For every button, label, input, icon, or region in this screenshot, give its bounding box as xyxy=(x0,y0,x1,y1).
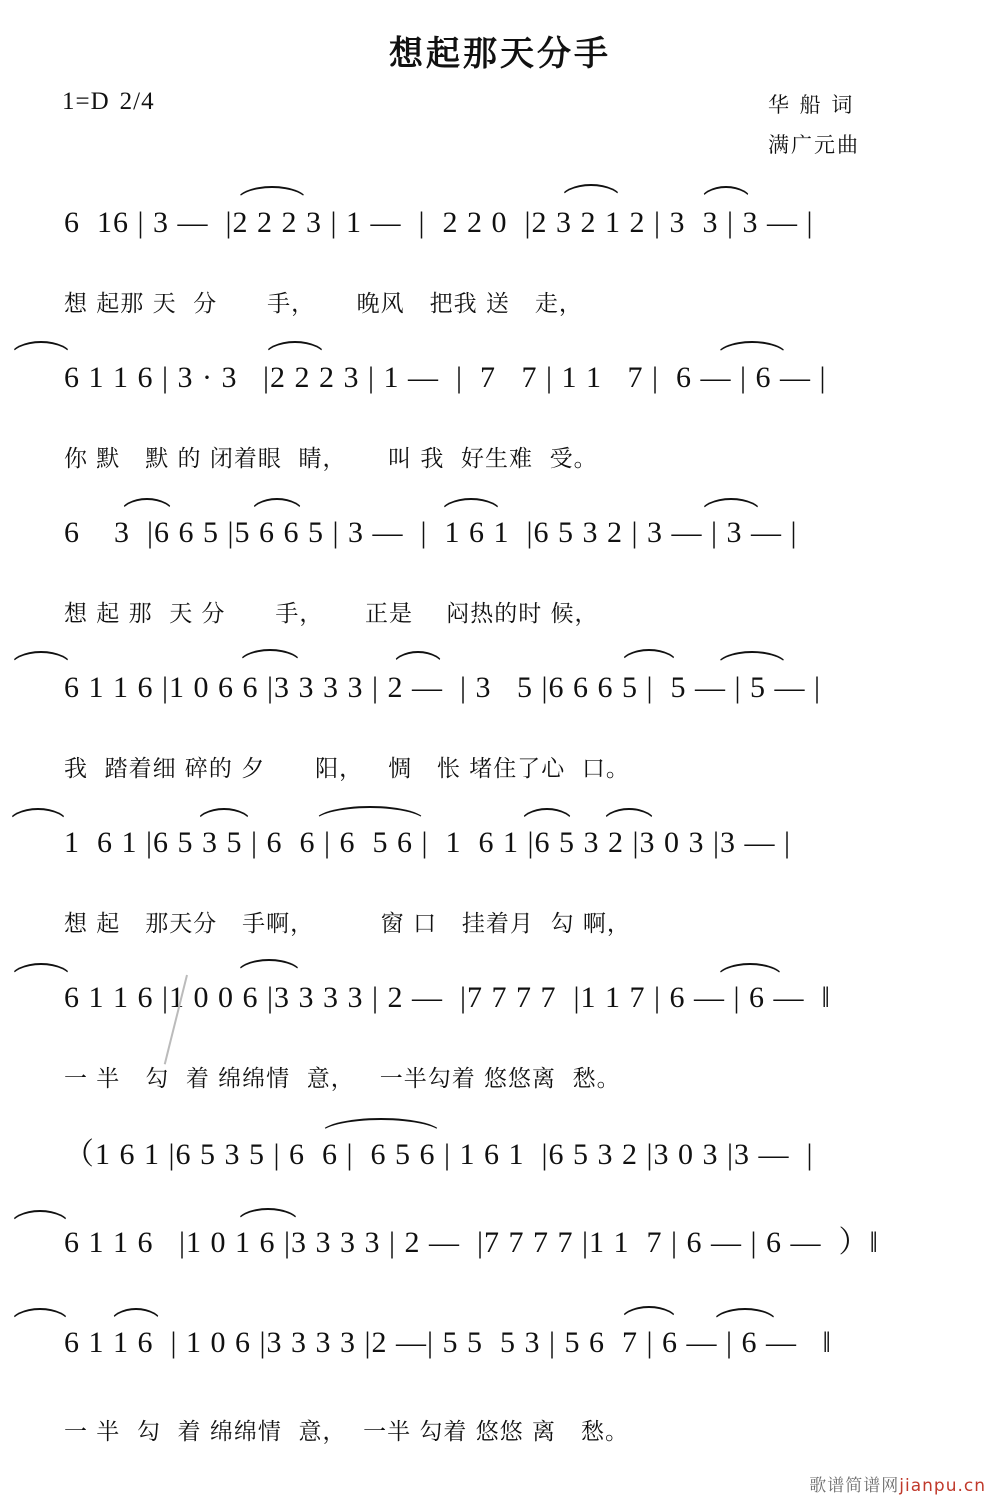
credit-composer xyxy=(768,126,860,166)
slur-mark xyxy=(236,959,302,975)
watermark-site-name: 歌谱简谱网 xyxy=(809,1476,900,1496)
slur-mark xyxy=(620,1306,678,1322)
lyrics-line-2: 你 默 默 的 闭着眼 睛， 叫 我 好生难 受。 xyxy=(64,445,598,472)
music-system-9 xyxy=(0,1300,1000,1446)
slur-mark xyxy=(250,498,304,514)
slur-row-7 xyxy=(0,1112,1000,1138)
slur-mark xyxy=(264,341,326,357)
slur-mark xyxy=(716,963,784,979)
notation-line-9: 6 1 1 6 | 1 0 6 |3 3 3 3 |2 —| 5 5 5 3 | 5 6 7 | 6 — | 6 — ‖ xyxy=(64,1326,832,1359)
music-system-1 xyxy=(0,180,1000,318)
slur-mark xyxy=(10,1308,70,1324)
music-system-6 xyxy=(0,955,1000,1093)
slur-mark xyxy=(440,498,502,514)
notation-line-5: 1 6 1 |6 5 3 5 | 6 6 | 6 5 6 | 1 6 1 |6 5 3 2 |3 0 3 |3 — | xyxy=(64,826,792,859)
watermark-domain: jianpu.cn xyxy=(899,1476,986,1496)
lyrics-line-1: 想 起那 天 分 手， 晚风 把我 送 走， xyxy=(64,290,583,317)
music-system-5 xyxy=(0,800,1000,938)
slur-mark xyxy=(620,649,678,665)
music-system-7 xyxy=(0,1112,1000,1173)
key-signature-value: 1=D xyxy=(62,88,110,115)
slur-mark xyxy=(10,341,72,357)
slur-mark xyxy=(236,1208,300,1224)
music-system-8 xyxy=(0,1200,1000,1261)
slur-mark xyxy=(10,963,72,979)
lyrics-line-5: 想 起 那天分 手啊， 窗 口 挂着月 勾 啊， xyxy=(64,910,631,937)
lyrics-line-9: 一 半 勾 着 绵绵情 意， 一半 勾着 悠悠 离 愁。 xyxy=(64,1418,629,1445)
time-signature-value: 2/4 xyxy=(119,88,155,115)
slur-mark xyxy=(700,498,762,514)
notation-line-6: 6 1 1 6 |1 0 0 6 |3 3 3 3 | 2 — |7 7 7 7 |1 1 7 | 6 — | 6 — ‖ xyxy=(64,981,831,1014)
music-system-2 xyxy=(0,335,1000,473)
slur-mark xyxy=(120,498,174,514)
notation-line-3: 6 3 |6 6 5 |5 6 6 5 | 3 — | 1 6 1 |6 5 3 2 | 3 — | 3 — | xyxy=(64,516,798,549)
slur-mark xyxy=(320,1118,442,1134)
slur-mark xyxy=(196,808,252,824)
notation-line-1: 6 16 | 3 — |2 2 2 3 | 1 — | 2 2 0 |2 3 2 1 2 | 3 3 | 3 — | xyxy=(64,206,814,239)
slur-mark xyxy=(700,186,752,202)
notation-line-4: 6 1 1 6 |1 0 6 6 |3 3 3 3 | 2 — | 3 5 |6 6 6 5 | 5 — | 5 — | xyxy=(64,671,822,704)
lyrics-line-3: 想 起 那 天 分 手， 正是 闷热的时 候， xyxy=(64,600,599,627)
credits xyxy=(768,86,860,166)
notation-line-8: 6 1 1 6 |1 0 1 6 |3 3 3 3 | 2 — |7 7 7 7 |1 1 7 | 6 — | 6 — ）‖ xyxy=(64,1226,879,1259)
slur-mark xyxy=(712,1308,778,1324)
slur-mark xyxy=(238,649,302,665)
slur-mark xyxy=(314,806,426,822)
slur-mark xyxy=(10,1210,70,1226)
slur-mark xyxy=(520,808,574,824)
slur-mark xyxy=(8,808,68,824)
slur-mark xyxy=(10,651,72,667)
music-system-3 xyxy=(0,490,1000,628)
credit-lyricist-text: 华 船 词 xyxy=(768,93,855,117)
slur-mark xyxy=(602,808,656,824)
lyrics-line-4: 我 踏着细 碎的 夕 阳， 惆 怅 堵住了心 口。 xyxy=(64,755,630,782)
notation-line-2: 6 1 1 6 | 3 · 3 |2 2 2 3 | 1 — | 7 7 | 1 1 7 | 6 — | 6 — | xyxy=(64,361,827,394)
credit-composer-text: 满广元曲 xyxy=(768,132,860,157)
slur-row-6 xyxy=(0,955,1000,981)
slur-mark xyxy=(716,341,788,357)
slur-mark xyxy=(392,651,444,667)
slur-row-3 xyxy=(0,490,1000,516)
slur-mark xyxy=(716,651,788,667)
slur-row-1 xyxy=(0,180,1000,206)
slur-row-4 xyxy=(0,645,1000,671)
watermark xyxy=(809,1471,986,1496)
page-title: 想起那天分手 xyxy=(389,34,611,74)
slur-row-8 xyxy=(0,1200,1000,1226)
music-system-4 xyxy=(0,645,1000,783)
key-signature xyxy=(62,88,155,116)
lyrics-line-6: 一 半 勾 着 绵绵情 意， 一半勾着 悠悠离 愁。 xyxy=(64,1065,621,1092)
credit-lyricist xyxy=(768,86,860,126)
slur-row-9 xyxy=(0,1300,1000,1326)
slur-mark xyxy=(560,184,622,200)
slur-mark xyxy=(236,186,308,202)
slur-row-2 xyxy=(0,335,1000,361)
notation-line-7: （1 6 1 |6 5 3 5 | 6 6 | 6 5 6 | 1 6 1 |6 5 3 2 |3 0 3 |3 — | xyxy=(64,1138,814,1171)
slur-mark xyxy=(110,1308,162,1324)
slur-row-5 xyxy=(0,800,1000,826)
